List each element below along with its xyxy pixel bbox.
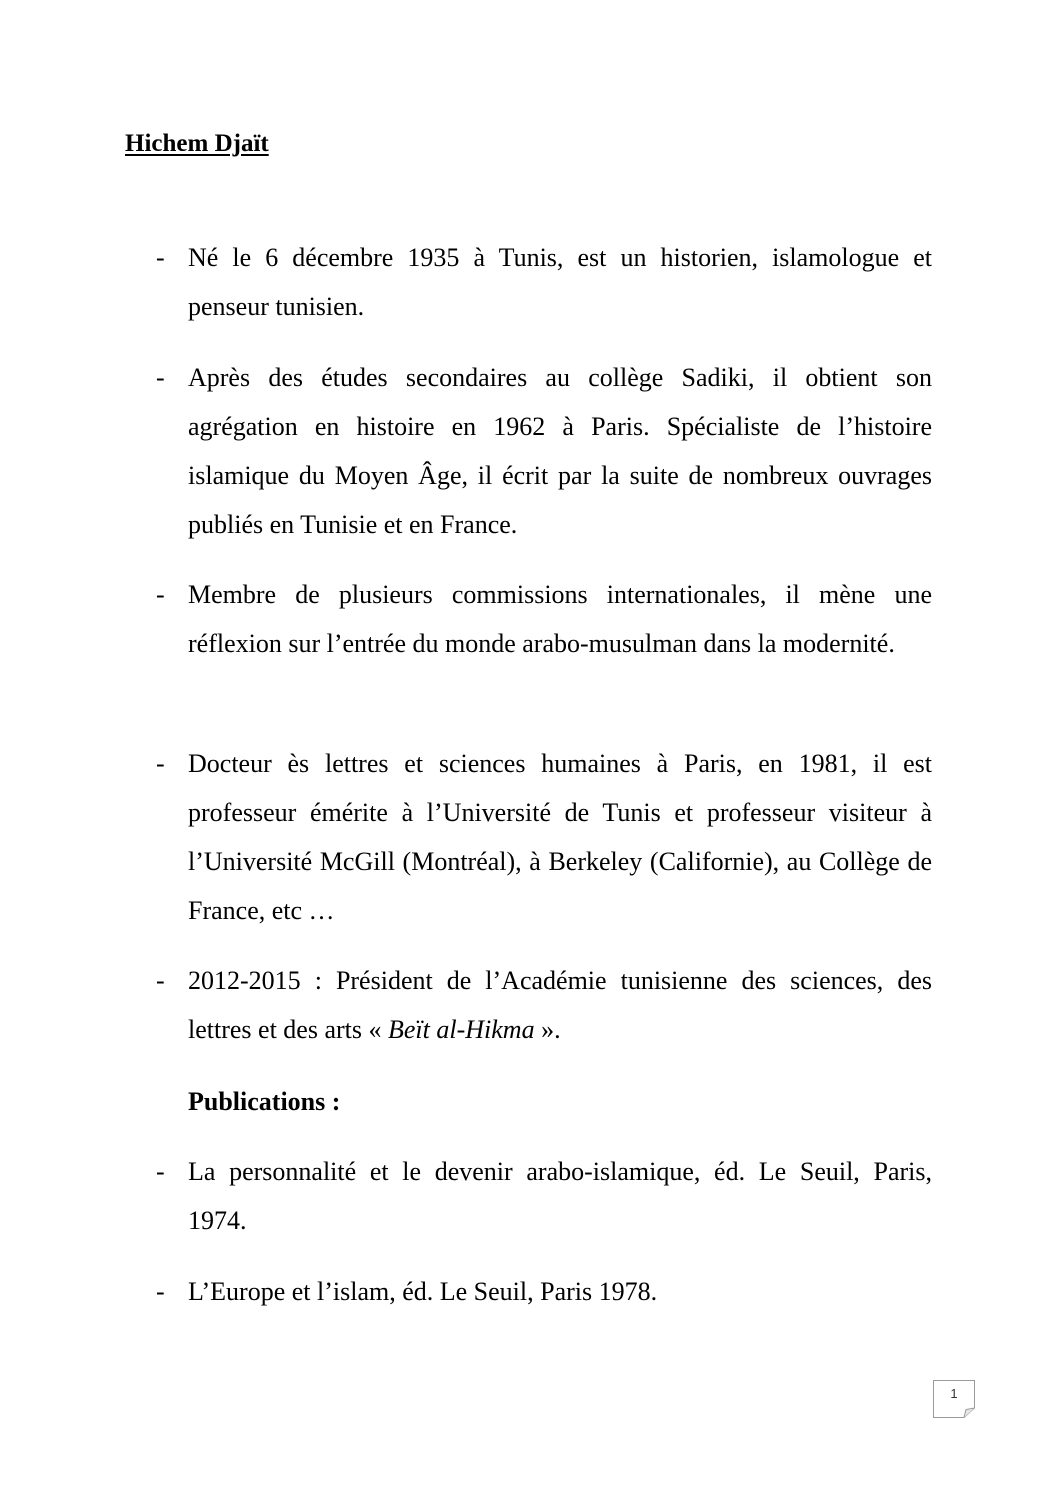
bullet-dash: -: [156, 749, 165, 778]
list-item-birth: [156, 233, 932, 331]
beit-al-hikma-italic: Beït al-Hikma: [388, 1015, 535, 1044]
list-item-presidency: [156, 956, 932, 1054]
list-item-text: Après des études secondaires au collège Sadiki, il obtient son agrégation en histoire en 1962 à Paris. Spécialiste de l’histoire islamique du Moyen Âge, il écrit par la suite de nombreux ouvrages publiés en Tunisie et en France.: [188, 363, 932, 539]
list-item-doctorate: [156, 739, 932, 935]
publications-heading: Publications :: [188, 1087, 341, 1116]
list-item-text: La personnalité et le devenir arabo-islamique, éd. Le Seuil, Paris, 1974.: [188, 1157, 932, 1235]
list-item-text: Docteur ès lettres et sciences humaines à Paris, en 1981, il est professeur émérite à l’Université de Tunis et professeur visiteur à l’Université McGill (Montréal), à Berkeley (Californie), au Collège de France, etc …: [188, 749, 932, 925]
list-item-commissions: [156, 570, 932, 668]
bullet-dash: -: [156, 966, 165, 995]
publication-item: [156, 1267, 932, 1316]
bullet-dash: -: [156, 1277, 165, 1306]
page-number: 1: [950, 1386, 958, 1401]
list-item-text: [188, 956, 932, 1054]
publication-item: [156, 1147, 932, 1245]
list-item-text: Membre de plusieurs commissions internationales, il mène une réflexion sur l’entrée du monde arabo-musulman dans la modernité.: [188, 580, 932, 658]
list-item-text-part: ».: [534, 1015, 561, 1044]
bullet-dash: -: [156, 243, 165, 272]
list-item-text-part: 2012-2015 : Président de l’Académie tunisienne des sciences, des lettres et des arts «: [188, 966, 932, 1044]
bullet-dash: -: [156, 363, 165, 392]
list-item-text: L’Europe et l’islam, éd. Le Seuil, Paris 1978.: [188, 1277, 658, 1306]
list-item-education: [156, 353, 932, 549]
bullet-dash: -: [156, 1157, 165, 1186]
list-item-text: Né le 6 décembre 1935 à Tunis, est un historien, islamologue et penseur tunisien.: [188, 243, 932, 321]
page-number-box: [933, 1380, 975, 1418]
page-title: Hichem Djaït: [125, 130, 269, 157]
bullet-dash: -: [156, 580, 165, 609]
